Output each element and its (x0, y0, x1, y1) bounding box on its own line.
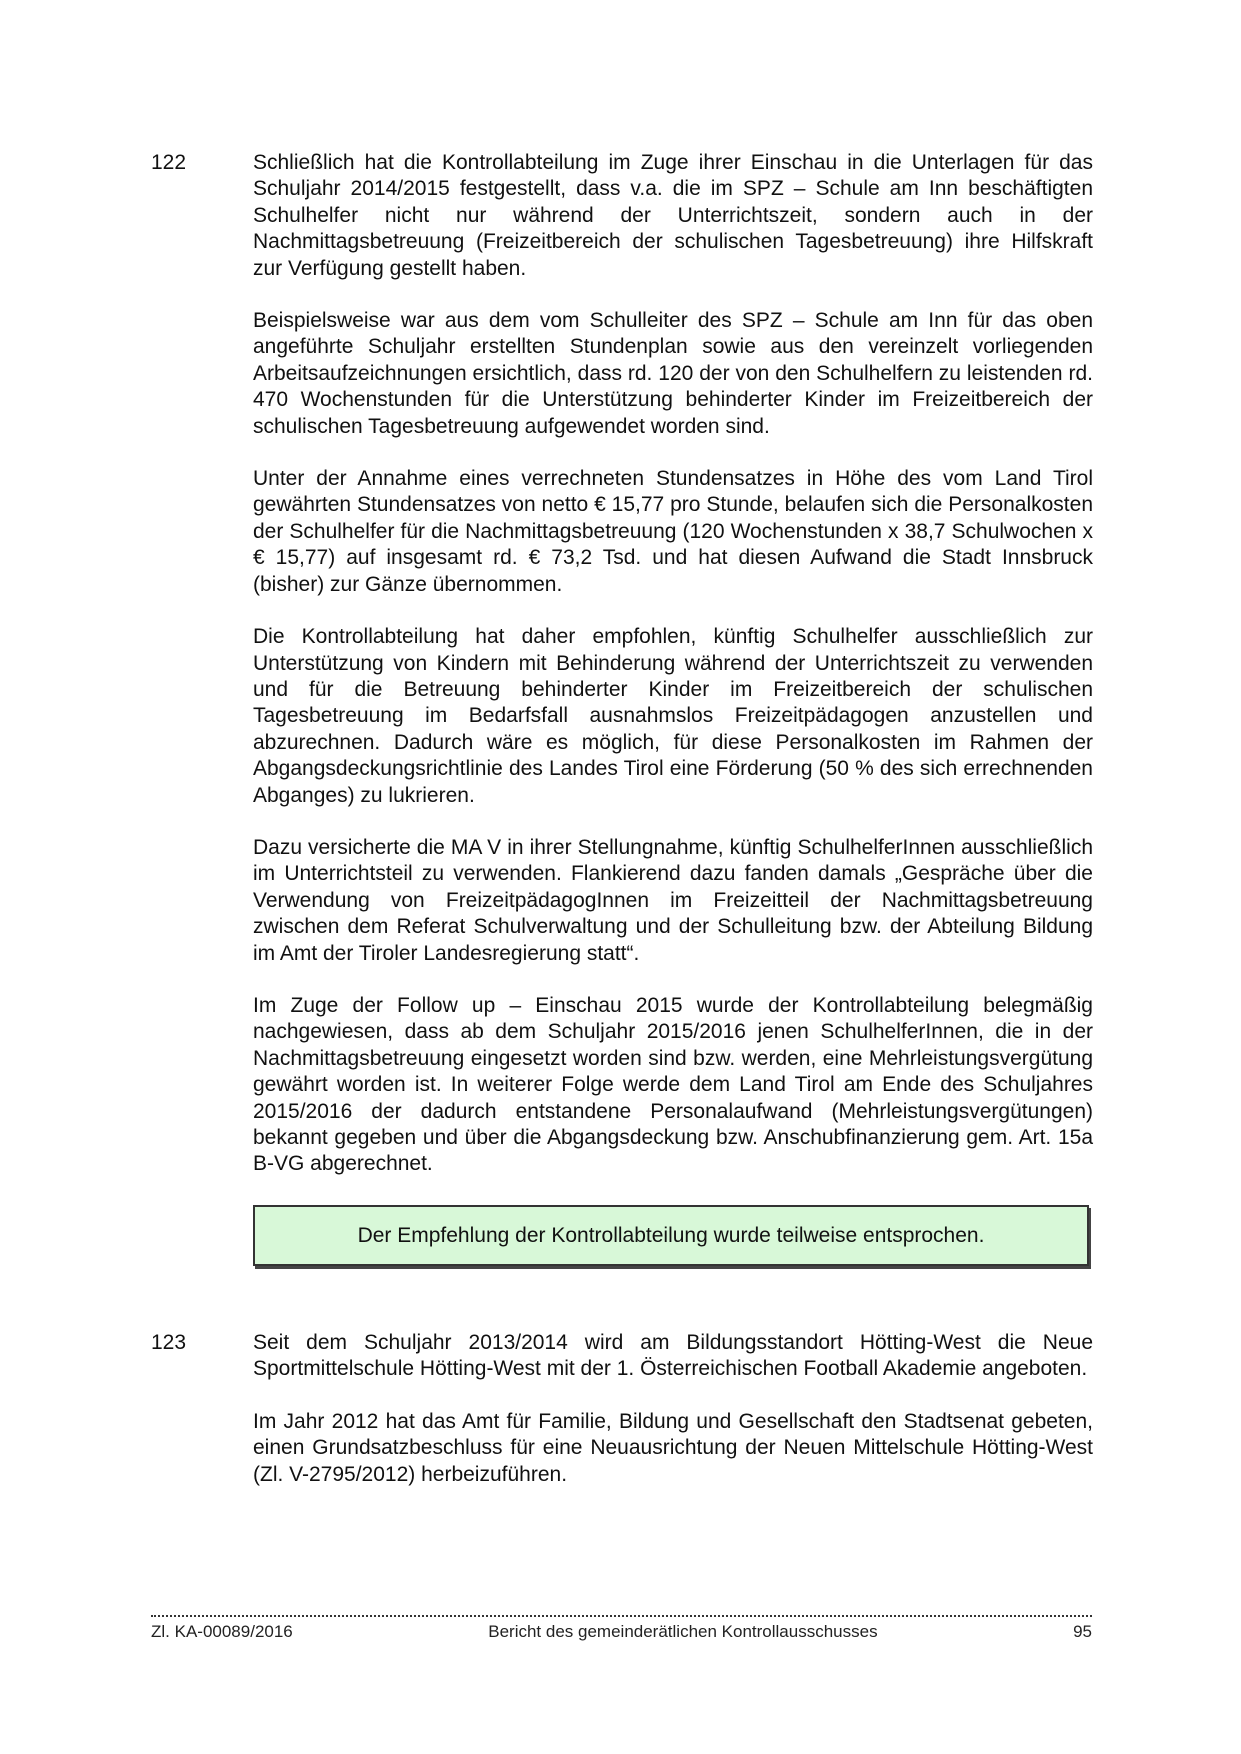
section-number-122: 122 (151, 151, 187, 174)
paragraph: Schließlich hat die Kontrollabteilung im Zuge ihrer Einschau in die Unterlagen für das Schuljahr 2014/2015 festgestellt, dass v.a. die im SPZ – Schule am Inn beschäftigten Schulhelfer nicht nur während der Unterrichtszeit, sondern auch in der Nachmittagsbetreuung (Freizeitbereich der schulischen Tagesbetreuung) ihre Hilfskraft zur Verfügung gestellt haben. (253, 151, 1093, 280)
page-number: 95 (1073, 1622, 1092, 1641)
page-footer (151, 1622, 1092, 1642)
paragraph: Dazu versicherte die MA V in ihrer Stellungnahme, künftig SchulhelferInnen ausschließlich im Unterrichtsteil zu verwenden. Flankierend dazu fanden damals „Gespräche über die Verwendung von FreizeitpädagogInnen im Freizeitteil der Nachmittagsbetreuung zwischen dem Referat Schulverwaltung und der Schulleitung bzw. der Abteilung Bildung im Amt der Tiroler Landesregierung statt“. (253, 835, 1093, 965)
section-123-body (253, 1330, 1093, 1488)
footer-reference: Zl. KA-00089/2016 (151, 1622, 293, 1641)
paragraph: Im Zuge der Follow up – Einschau 2015 wurde der Kontrollabteilung belegmäßig nachgewiesen, dass ab dem Schuljahr 2015/2016 jenen SchulhelferInnen, die in der Nachmittagsbetreuung eingesetzt worden sind bzw. werden, eine Mehrleistungsvergütung gewährt worden ist. In weiterer Folge werde dem Land Tirol am Ende des Schuljahres 2015/2016 der dadurch entstandene Personalaufwand (Mehrleistungsvergütungen) bekannt gegeben und über die Abgangsdeckung bzw. Anschubfinanzierung gem. Art. 15a B-VG abgerechnet. (253, 993, 1093, 1176)
paragraph: Seit dem Schuljahr 2013/2014 wird am Bildungsstandort Hötting-West die Neue Sportmittelschule Hötting-West mit der 1. Österreichischen Football Akademie angeboten. (253, 1331, 1093, 1381)
footer-divider (151, 1615, 1092, 1617)
section-122-body (253, 150, 1093, 1178)
section-number-123: 123 (151, 1331, 187, 1354)
recommendation-status-box (253, 1205, 1089, 1266)
paragraph: Beispielsweise war aus dem vom Schulleiter des SPZ – Schule am Inn für das oben angeführte Schuljahr erstellten Stundenplan sowie aus den vereinzelt vorliegenden Arbeitsaufzeichnungen ersichtlich, dass rd. 120 der von den Schulhelfern zu leistenden rd. 470 Wochenstunden für die Unterstützung behinderter Kinder im Freizeitbereich der schulischen Tagesbetreuung aufgewendet worden sind. (253, 309, 1093, 438)
paragraph: Unter der Annahme eines verrechneten Stundensatzes in Höhe des vom Land Tirol gewährten Stundensatzes von netto € 15,77 pro Stunde, belaufen sich die Personalkosten der Schulhelfer für die Nachmittagsbetreuung (120 Wochenstunden x 38,7 Schulwochen x € 15,77) auf insgesamt rd. € 73,2 Tsd. und hat diesen Aufwand die Stadt Innsbruck (bisher) zur Gänze übernommen. (253, 467, 1093, 596)
recommendation-status-text: Der Empfehlung der Kontrollabteilung wurde teilweise entsprochen. (357, 1223, 985, 1247)
footer-title: Bericht des gemeinderätlichen Kontrollausschusses (488, 1622, 878, 1641)
paragraph: Die Kontrollabteilung hat daher empfohlen, künftig Schulhelfer ausschließlich zur Unterstützung von Kindern mit Behinderung während der Unterrichtszeit zu verwenden und für die Betreuung behinderter Kinder im Freizeitbereich der schulischen Tagesbetreuung im Bedarfsfall ausnahmslos Freizeitpädagogen anzustellen und abzurechnen. Dadurch wäre es möglich, für diese Personalkosten im Rahmen der Abgangsdeckungsrichtlinie des Landes Tirol eine Förderung (50 % des sich errechnenden Abganges) zu lukrieren. (253, 625, 1093, 807)
paragraph: Im Jahr 2012 hat das Amt für Familie, Bildung und Gesellschaft den Stadtsenat gebeten, einen Grundsatzbeschluss für eine Neuausrichtung der Neuen Mittelschule Hötting-West (Zl. V-2795/2012) herbeizuführen. (253, 1409, 1093, 1486)
